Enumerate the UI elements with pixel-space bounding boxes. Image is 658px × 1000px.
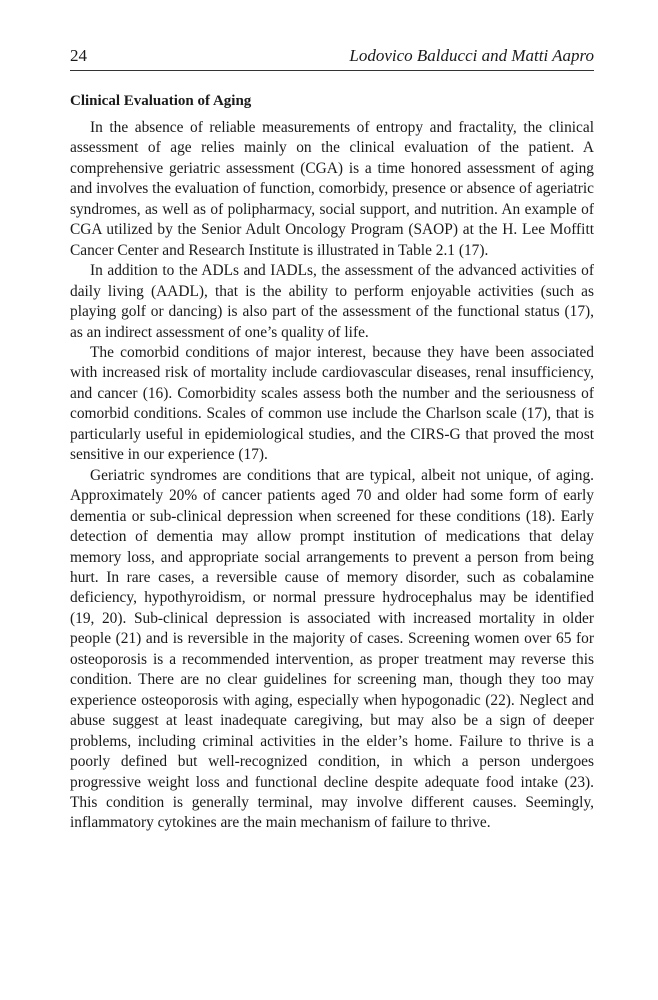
paragraph-cga-intro: In the absence of reliable measurements of entropy and fractality, the clinical assessment of age relies mainly on the clinical evaluation of the patient. A comprehensive geriatric assessment (CGA) is a time honored assessment of aging and involves the evaluation of function, comorbidy, presence or absence of ageriatric syndromes, as well as of polipharmacy, social support, and nutrition. An example of CGA utilized by the Senior Adult Oncology Program (SAOP) at the H. Lee Moffitt Cancer Center and Research Institute is illustrated in Table 2.1 (17). (70, 119, 594, 259)
running-head (70, 44, 594, 68)
paragraph-aadl: In addition to the ADLs and IADLs, the assessment of the advanced activities of daily living (AADL), that is the ability to perform enjoyable activities (such as playing golf or dancing) is also part of the assessment of the functional status (17), as an indirect assessment of one’s quality of life. (70, 262, 594, 341)
section-heading: Clinical Evaluation of Aging (70, 93, 252, 109)
book-page (70, 44, 594, 834)
page-number: 24 (70, 46, 87, 65)
paragraph-comorbidity: The comorbid conditions of major interest, because they have been associated with increased risk of mortality include cardiovascular diseases, renal insufficiency, and cancer (16). Comorbidity scales assess both the number and the seriousness of comorbid conditions. Scales of common use include the Charlson scale (17), that is particularly useful in epidemiological studies, and the CIRS-G that proved the most sensitive in our experience (17). (70, 343, 594, 464)
body-text (70, 118, 594, 834)
paragraph-geriatric-syndromes: Geriatric syndromes are conditions that are typical, albeit not unique, of aging. Approximately 20% of cancer patients aged 70 and older had some form of early dementia or sub-clinical depression when screened for these conditions (18). Early detection of dementia may allow prompt institution of medications that delay memory loss, and appropriate social arrangements to prevent a person from being hurt. In rare cases, a reversible cause of memory disorder, such as cobalamine deficiency, hypothyroidism, or normal pressure hydrocephalus may be identified (19, 20). Sub-clinical depression is associated with increased mortality in older people (21) and is reversible in the majority of cases. Screening women over 65 for osteoporosis is a recommended intervention, as proper treatment may reverse this condition. There are no clear guidelines for screening man, though they too may experience osteoporosis with aging, especially when hypogonadic (22). Neglect and abuse suggest at least inadequate caregiving, but may also be a sign of deeper problems, including criminal activities in the elder’s home. Failure to thrive is a poorly defined but well-recognized condition, in which a person undergoes progressive weight loss and functional decline despite adequate food intake (23). This condition is generally terminal, may involve different causes. Seemingly, inflammatory cytokines are the main mechanism of failure to thrive. (70, 466, 594, 832)
header-rule (70, 70, 594, 71)
running-head-authors: Lodovico Balducci and Matti Aapro (349, 46, 594, 65)
